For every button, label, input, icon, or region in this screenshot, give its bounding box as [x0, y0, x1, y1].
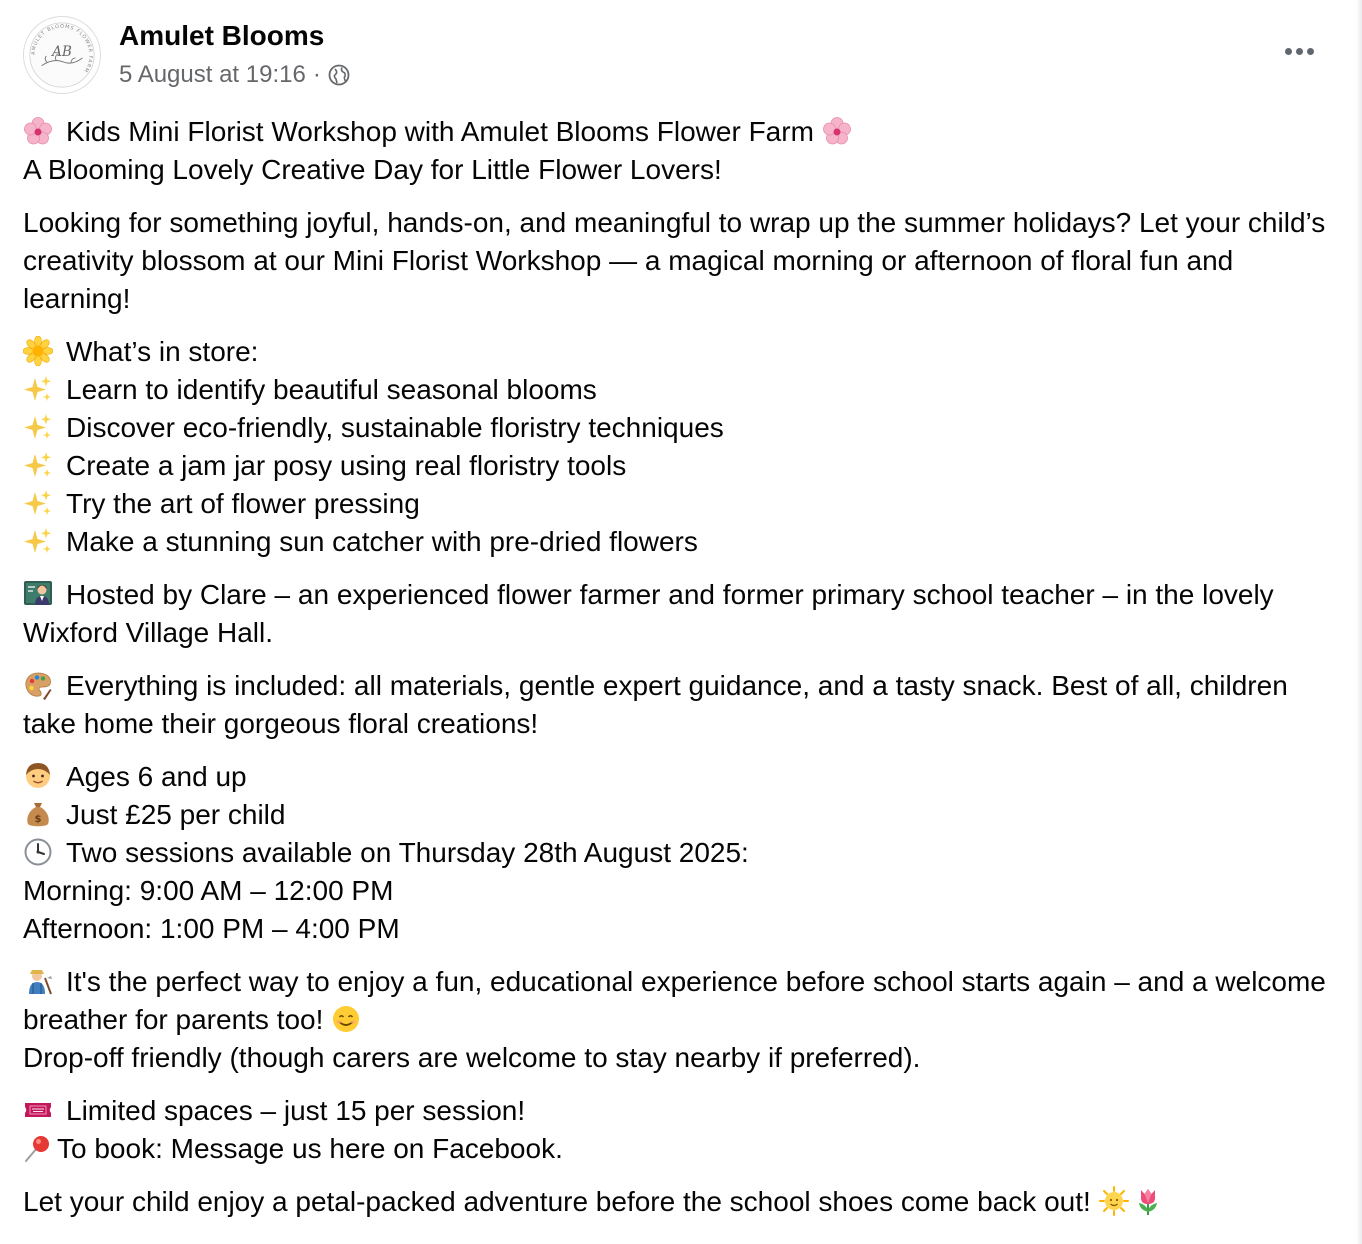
hosted-block — [23, 576, 1343, 652]
ages-line — [23, 758, 1343, 796]
perfect-block — [23, 963, 1343, 1077]
post-body — [23, 113, 1343, 1236]
avatar[interactable] — [23, 16, 101, 94]
avatar-monogram: AB — [52, 43, 72, 60]
smiling-face-icon — [331, 1004, 361, 1034]
sessions-line — [23, 834, 1343, 872]
post-header — [23, 16, 1322, 96]
clock-icon — [23, 837, 53, 867]
more-dot — [1307, 48, 1314, 55]
avatar-ring-text: AMULET BLOOMS FLOWER FARM — [30, 23, 94, 74]
tulip-icon — [1133, 1186, 1163, 1216]
list-item — [23, 485, 1343, 523]
store-heading-line — [23, 333, 1343, 371]
sunflower-icon — [23, 336, 53, 366]
perfect-text: It's the perfect way to enjoy a fun, educational experience before school starts again – and a welcome breather for parents too! — [23, 966, 1326, 1035]
globe-icon[interactable] — [328, 64, 350, 86]
hosted-line — [23, 576, 1343, 652]
included-text: Everything is included: all materials, gentle expert guidance, and a tasty snack. Best of all, children take home their gorgeous floral creations! — [23, 670, 1288, 739]
post-timestamp[interactable]: 5 August at 19:16 — [119, 61, 306, 88]
farmer-icon — [23, 966, 53, 996]
list-item-text: Create a jam jar posy using real floristry tools — [66, 450, 627, 481]
money-bag-icon — [23, 799, 53, 829]
post-title-line — [23, 113, 1343, 151]
closing-block — [23, 1183, 1343, 1221]
cherry-blossom-icon — [23, 116, 53, 146]
book-text: To book: Message us here on Facebook. — [57, 1133, 563, 1164]
more-dot — [1285, 48, 1292, 55]
sparkles-icon — [23, 450, 53, 480]
closing-text: Let your child enjoy a petal-packed adventure before the school shoes come back out! — [23, 1186, 1091, 1217]
author-name[interactable]: Amulet Blooms — [119, 20, 325, 51]
morning-session: Morning: 9:00 AM – 12:00 PM — [23, 875, 394, 906]
price-text: Just £25 per child — [66, 799, 286, 830]
sessions-text: Two sessions available on Thursday 28th August 2025: — [66, 837, 749, 868]
sparkles-icon — [23, 412, 53, 442]
more-options-icon[interactable] — [1276, 38, 1322, 64]
store-block — [23, 333, 1343, 561]
ticket-icon — [23, 1095, 53, 1125]
post-meta — [119, 61, 350, 89]
palette-icon — [23, 670, 53, 700]
sun-face-icon — [1099, 1186, 1129, 1216]
meta-separator: · — [312, 61, 321, 88]
post-title: Kids Mini Florist Workshop with Amulet Blooms Flower Farm — [66, 116, 814, 147]
list-item — [23, 447, 1343, 485]
pushpin-icon — [23, 1133, 53, 1163]
store-heading: What’s in store: — [66, 336, 259, 367]
list-item-text: Learn to identify beautiful seasonal blooms — [66, 374, 597, 405]
closing-line — [23, 1183, 1343, 1221]
cherry-blossom-icon — [822, 116, 852, 146]
list-item — [23, 523, 1343, 561]
more-dot — [1296, 48, 1303, 55]
list-item — [23, 371, 1343, 409]
book-line — [23, 1130, 1343, 1168]
post-title-block — [23, 113, 1343, 189]
card-edge — [1356, 0, 1362, 1244]
limited-text: Limited spaces – just 15 per session! — [66, 1095, 526, 1126]
sparkles-icon — [23, 526, 53, 556]
ages-text: Ages 6 and up — [66, 761, 247, 792]
child-icon — [23, 761, 53, 791]
list-item — [23, 409, 1343, 447]
list-item-text: Discover eco-friendly, sustainable floristry techniques — [66, 412, 724, 443]
list-item-text: Try the art of flower pressing — [66, 488, 420, 519]
included-block — [23, 667, 1343, 743]
post-subtitle: A Blooming Lovely Creative Day for Little Flower Lovers! — [23, 154, 722, 185]
list-item-text: Make a stunning sun catcher with pre-dried flowers — [66, 526, 698, 557]
limited-line — [23, 1092, 1343, 1130]
included-line — [23, 667, 1343, 743]
sparkles-icon — [23, 374, 53, 404]
intro-text: Looking for something joyful, hands-on, and meaningful to wrap up the summer holidays? Let your child’s creativity blossom at our Mini Florist Workshop — a magical morning or afternoon of floral fun and learning! — [23, 207, 1326, 314]
hosted-text: Hosted by Clare – an experienced flower farmer and former primary school teacher – in the lovely Wixford Village Hall. — [23, 579, 1274, 648]
booking-block — [23, 1092, 1343, 1168]
dropoff-text: Drop-off friendly (though carers are welcome to stay nearby if preferred). — [23, 1042, 921, 1073]
afternoon-session: Afternoon: 1:00 PM – 4:00 PM — [23, 913, 400, 944]
sparkles-icon — [23, 488, 53, 518]
post-intro — [23, 204, 1343, 318]
perfect-line — [23, 963, 1343, 1039]
teacher-icon — [23, 579, 53, 609]
details-block — [23, 758, 1343, 948]
price-line — [23, 796, 1343, 834]
